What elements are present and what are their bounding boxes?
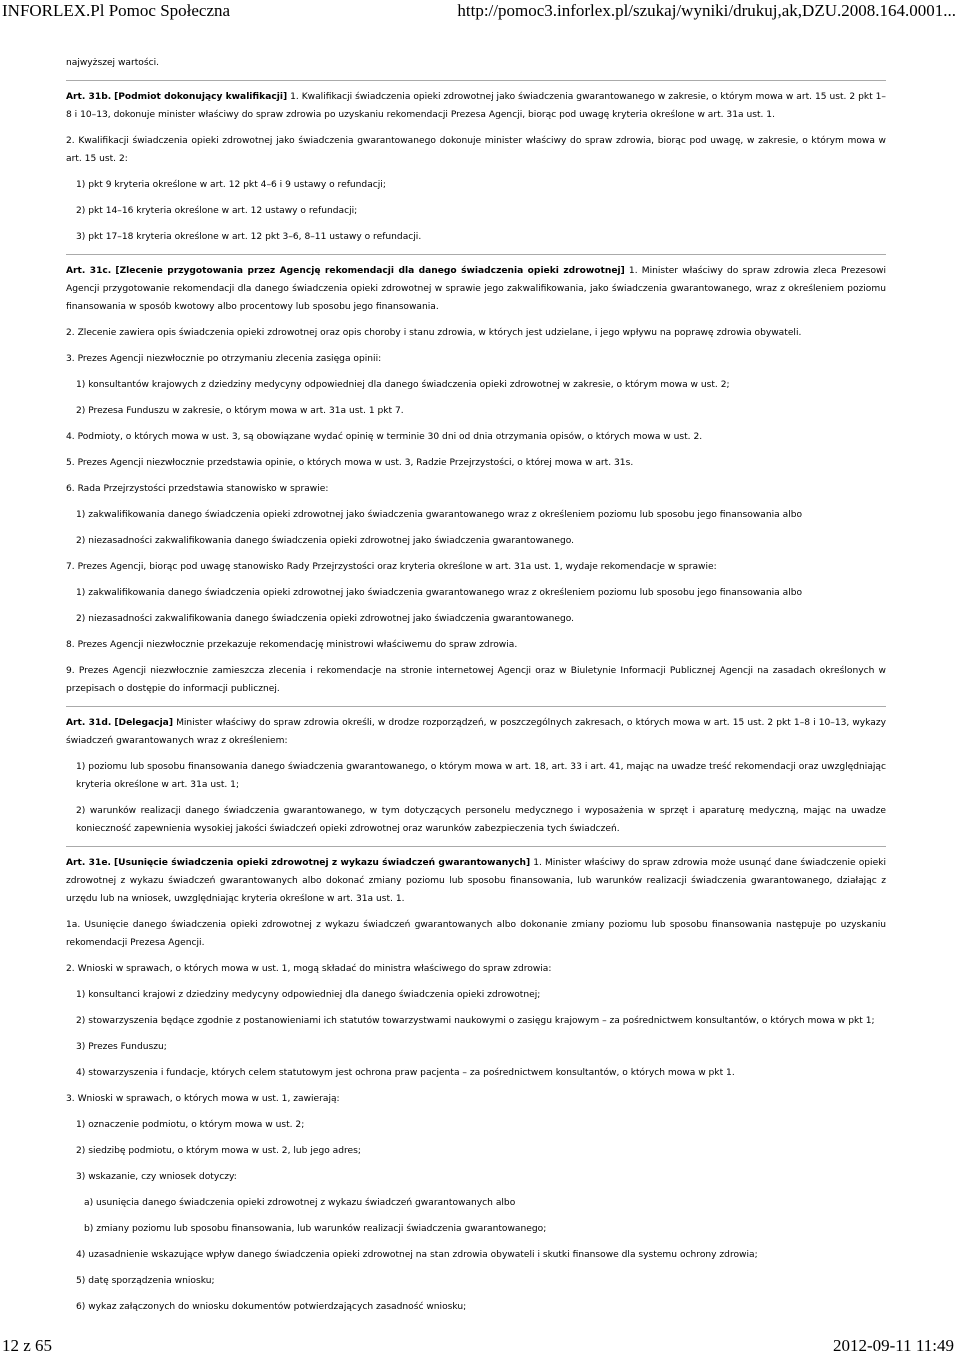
list-item: 2) Prezesa Funduszu w zakresie, o którym mowa w art. 31a ust. 1 pkt 7. (76, 406, 404, 416)
separator (66, 846, 886, 847)
page-number: 12 z 65 (2, 1336, 53, 1355)
list-item: 1) pkt 9 kryteria określone w art. 12 pkt 4–6 i 9 ustawy o refundacji; (76, 180, 386, 190)
art-number: Art. 31d. (66, 718, 112, 728)
paragraph: 7. Prezes Agencji, biorąc pod uwagę stanowisko Rady Przejrzystości oraz kryteria określone w art. 31a ust. 1, wydaje rekomendacje w sprawie: (66, 562, 717, 572)
paragraph: 9. Prezes Agencji niezwłocznie zamieszcza zlecenia i rekomendacje na stronie internetowej Agencji oraz w Biuletynie Informacji Publicznej Agencji na zasadach określonych w przepisach o dostępie do informacji publicznej. (66, 666, 886, 694)
print-footer (0, 1335, 960, 1357)
list-item: 2) niezasadności zakwalifikowania danego świadczenia opieki zdrowotnej jako świadczenia gwarantowanego. (76, 536, 575, 546)
list-item: 5) datę sporządzenia wniosku; (76, 1276, 215, 1286)
art-31b-par-2: 2. Kwalifikacji świadczenia opieki zdrowotnej jako świadczenia gwarantowanego dokonuje minister właściwy do spraw zdrowia, biorąc pod uwagę, w zakresie, o którym mowa w art. 15 ust. 2: (66, 136, 886, 164)
print-datetime: 2012-09-11 11:49 (832, 1336, 954, 1355)
list-item: 1) poziomu lub sposobu finansowania danego świadczenia gwarantowanego, o którym mowa w art. 18, art. 33 i art. 41, mając na uwadze treść rekomendacji oraz uwzględniając kryteria określone w art. 31a ust. 1; (76, 762, 886, 790)
separator (66, 80, 886, 81)
art-number: Art. 31e. (66, 858, 111, 868)
paragraph: 2. Zlecenie zawiera opis świadczenia opieki zdrowotnej oraz opis choroby i stanu zdrowia, w których jest udzielane, i jego wpływu na poprawę zdrowia obywateli. (66, 328, 802, 338)
list-item: 1) zakwalifikowania danego świadczenia opieki zdrowotnej jako świadczenia gwarantowanego wraz z określeniem poziomu lub sposobu jego finansowania albo (76, 510, 803, 520)
list-subitem: a) usunięcia danego świadczenia opieki zdrowotnej z wykazu świadczeń gwarantowanych albo (84, 1198, 516, 1208)
list-item: 2) warunków realizacji danego świadczenia gwarantowanego, w tym dotyczących personelu medycznego i wyposażenia w sprzęt i aparaturę medyczną, mając na uwadze konieczność zapewnienia wysokiej jakości świadczeń opieki zdrowotnej oraz warunków zabezpieczenia tych świadczeń. (76, 806, 886, 834)
paragraph: 3. Wnioski w sprawach, o których mowa w ust. 1, zawierają: (66, 1094, 340, 1104)
art-title: [Zlecenie przygotowania przez Agencję rekomendacji dla danego świadczenia opieki zdrowotnej] (115, 266, 625, 276)
art-number: Art. 31c. (66, 266, 112, 276)
paragraph: 8. Prezes Agencji niezwłocznie przekazuje rekomendację ministrowi właściwemu do spraw zdrowia. (66, 640, 518, 650)
list-item: 4) stowarzyszenia i fundacje, których celem statutowym jest ochrona praw pacjenta – za pośrednictwem konsultantów, o których mowa w pkt 1. (76, 1068, 735, 1078)
art-31b-par-1: Art. 31b. [Podmiot dokonujący kwalifikacji] 1. Kwalifikacji świadczenia opieki zdrowotnej jako świadczenia gwarantowanego w zakresie, o którym mowa w art. 15 ust. 2 pkt 1–8 i 10–13, dokonuje minister właściwy do spraw zdrowia po uzyskaniu rekomendacji Prezesa Agencji, biorąc pod uwagę kryteria określone w art. 31a ust. 1. (66, 92, 886, 120)
header-url: http://pomoc3.inforlex.pl/szukaj/wyniki/drukuj,ak,DZU.2008.164.0001... (457, 1, 956, 20)
paragraph: 1a. Usunięcie danego świadczenia opieki zdrowotnej z wykazu świadczeń gwarantowanych albo dokonanie zmiany poziomu lub sposobu finansowania następuje po uzyskaniu rekomendacji Prezesa Agencji. (66, 920, 886, 948)
separator (66, 706, 886, 707)
list-item: 2) pkt 14–16 kryteria określone w art. 12 ustawy o refundacji; (76, 206, 358, 216)
intro-text: najwyższej wartości. (66, 58, 160, 68)
list-item: 2) niezasadności zakwalifikowania danego świadczenia opieki zdrowotnej jako świadczenia gwarantowanego. (76, 614, 575, 624)
art-31d-par-1: Art. 31d. [Delegacja] Minister właściwy do spraw zdrowia określi, w drodze rozporządzeń, w poszczególnych zakresach, o których mowa w art. 15 ust. 2 pkt 1–8 i 10–13, wykazy świadczeń gwarantowanych wraz z określeniem: (66, 718, 887, 746)
art-31c-par-1: Art. 31c. [Zlecenie przygotowania przez Agencję rekomendacji dla danego świadczenia opieki zdrowotnej] 1. Minister właściwy do spraw zdrowia zleca Prezesowi Agencji przygotowanie rekomendacji dla danego świadczenia opieki zdrowotnej w sprawie jego zakwalifikowania, jako świadczenia gwarantowanego, wraz z określeniem poziomu finansowania w sposób kwotowy albo procentowy lub sposobu jego finansowania. (66, 266, 886, 312)
list-item: 4) uzasadnienie wskazujące wpływ danego świadczenia opieki zdrowotnej na stan zdrowia obywateli i skutki finansowe dla systemu ochrony zdrowia; (76, 1250, 758, 1260)
list-item: 3) pkt 17–18 kryteria określone w art. 12 pkt 3–6, 8–11 ustawy o refundacji. (76, 232, 422, 242)
separator (66, 254, 886, 255)
art-31e-par-1: Art. 31e. [Usunięcie świadczenia opieki zdrowotnej z wykazu świadczeń gwarantowanych] 1. Minister właściwy do spraw zdrowia może usunąć dane świadczenie opieki zdrowotnej z wykazu świadczeń gwarantowanych albo dokonać zmiany poziomu lub sposobu finansowania, lub warunków realizacji świadczenia gwarantowanego, działając z urzędu lub na wniosek, uwzględniając kryteria określone w art. 31a ust. 1. (66, 858, 886, 904)
header-title: INFORLEX.Pl Pomoc Społeczna (2, 1, 231, 20)
document-body (66, 54, 886, 1324)
paragraph: 2. Wnioski w sprawach, o których mowa w ust. 1, mogą składać do ministra właściwego do spraw zdrowia: (66, 964, 552, 974)
print-header (0, 0, 960, 22)
art-title: [Podmiot dokonujący kwalifikacji] (114, 92, 288, 102)
list-item: 3) Prezes Funduszu; (76, 1042, 167, 1052)
list-item: 1) zakwalifikowania danego świadczenia opieki zdrowotnej jako świadczenia gwarantowanego wraz z określeniem poziomu lub sposobu jego finansowania albo (76, 588, 803, 598)
paragraph: 5. Prezes Agencji niezwłocznie przedstawia opinie, o których mowa w ust. 3, Radzie Przejrzystości, o której mowa w art. 31s. (66, 458, 634, 468)
list-item: 1) konsultanci krajowi z dziedziny medycyny odpowiedniej dla danego świadczenia opieki zdrowotnej; (76, 990, 541, 1000)
paragraph: 6. Rada Przejrzystości przedstawia stanowisko w sprawie: (66, 484, 329, 494)
list-subitem: b) zmiany poziomu lub sposobu finansowania, lub warunków realizacji świadczenia gwarantowanego; (84, 1224, 547, 1234)
list-item: 2) siedzibę podmiotu, o którym mowa w ust. 2, lub jego adres; (76, 1146, 361, 1156)
paragraph: 4. Podmioty, o których mowa w ust. 3, są obowiązane wydać opinię w terminie 30 dni od dnia otrzymania opisów, o których mowa w ust. 2. (66, 432, 703, 442)
list-item: 1) oznaczenie podmiotu, o którym mowa w ust. 2; (76, 1120, 305, 1130)
list-item: 6) wykaz załączonych do wniosku dokumentów potwierdzających zasadność wniosku; (76, 1302, 467, 1312)
art-title: [Delegacja] (114, 718, 173, 728)
art-number: Art. 31b. (66, 92, 112, 102)
art-title: [Usunięcie świadczenia opieki zdrowotnej z wykazu świadczeń gwarantowanych] (114, 858, 531, 868)
paragraph: 3. Prezes Agencji niezwłocznie po otrzymaniu zlecenia zasięga opinii: (66, 354, 382, 364)
list-item: 1) konsultantów krajowych z dziedziny medycyny odpowiedniej dla danego świadczenia opieki zdrowotnej w zakresie, o którym mowa w ust. 2; (76, 380, 730, 390)
list-item: 2) stowarzyszenia będące zgodnie z postanowieniami ich statutów towarzystwami naukowymi o zasięgu krajowym – za pośrednictwem konsultantów, o których mowa w pkt 1; (76, 1016, 875, 1026)
list-item: 3) wskazanie, czy wniosek dotyczy: (76, 1172, 237, 1182)
